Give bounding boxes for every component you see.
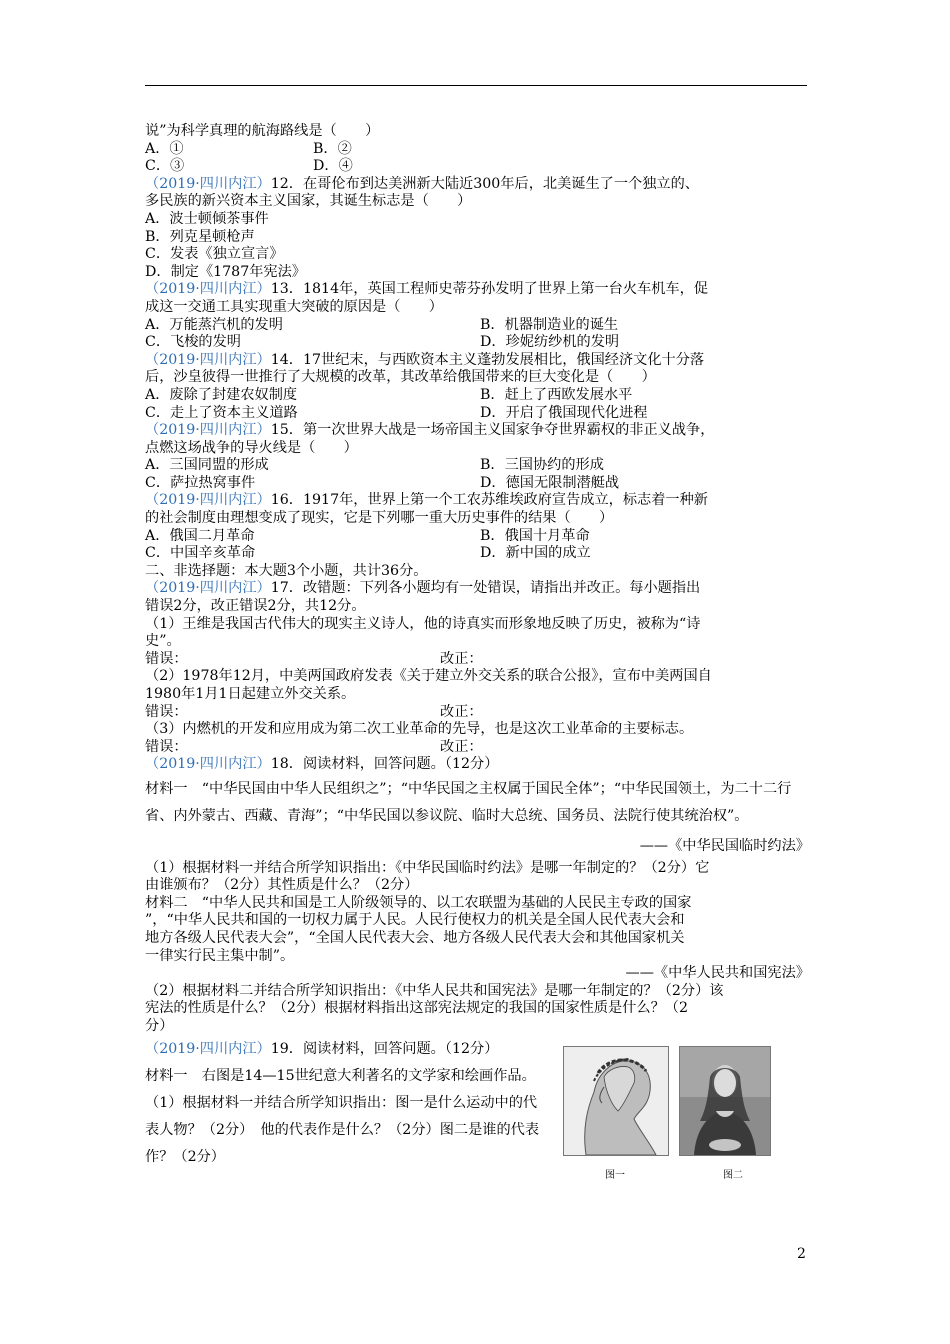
q16-stem-line2: 的社会制度由理想变成了现实，它是下列哪一重大历史事件的结果（ ）: [145, 510, 614, 527]
q17-stem-line2: 错误2分，改正错误2分，共12分。: [145, 598, 366, 615]
q17-source: （2019·四川内江）: [145, 580, 271, 597]
wrong-label: 错误：: [145, 703, 188, 720]
fix-label: 改正：: [440, 650, 483, 667]
q17-sub3-answer: [145, 739, 810, 757]
q18-material-2-line2: ”，“中华人民共和国的一切权力属于人民。人民行使权力的机关是全国人民代表大会和: [145, 912, 685, 929]
q12-option-d: D．制定《1787年宪法》: [145, 263, 306, 280]
q19-figures: [563, 1046, 769, 1186]
wrong-label: 错误：: [145, 650, 188, 667]
q13-source: （2019·四川内江）: [145, 281, 271, 298]
q16-options-row2: [145, 545, 810, 563]
q19-source: （2019·四川内江）: [145, 1040, 271, 1057]
q11-tail: 说”为科学真理的航海路线是（ ）: [145, 123, 380, 139]
q19-material-1: 材料一 右图是14—15世纪意大利著名的文学家和绘画作品。: [145, 1067, 536, 1084]
q13-option-c: C．飞梭的发明: [145, 334, 241, 351]
q19-question-1: （1）根据材料一并结合所学知识指出：图一是什么运动中的代表人物？（2分） 他的代表作是什么？（2分）图二是谁的代表作？（2分）: [145, 1094, 540, 1165]
q12-option-c: C．发表《独立宣言》: [145, 246, 284, 263]
q14-options-row2: [145, 405, 810, 423]
q18-source: （2019·四川内江）: [145, 756, 271, 773]
q15-options-row1: [145, 457, 810, 475]
q12-option-b: B．列克星顿枪声: [145, 228, 255, 245]
q11-option-b: B．②: [313, 140, 352, 157]
figure-2-mona-lisa: [679, 1046, 771, 1156]
q14-source: （2019·四川内江）: [145, 351, 271, 368]
q19-stem: （2019·四川内江）19．阅读材料，回答问题。（12分）: [145, 1040, 499, 1057]
q12-stem-line2: 多民族的新兴资本主义国家，其诞生标志是（ ）: [145, 193, 472, 210]
q13-options-row1: [145, 317, 810, 335]
q18-material-2-line3: 地方各级人民代表大会”，“全国人民代表大会、地方各级人民代表大会和其他国家机关: [145, 929, 685, 946]
wrong-label: 错误：: [145, 738, 188, 755]
q11-options-row1: [145, 141, 810, 159]
q12-option-a: A．波士顿倾茶事件: [145, 210, 269, 227]
page-number: 2: [797, 1246, 806, 1262]
section-2-heading: 二、非选择题：本大题3个小题，共计36分。: [145, 562, 428, 579]
dante-portrait-image: [564, 1047, 668, 1155]
q16-source: （2019·四川内江）: [145, 492, 271, 509]
q16-stem-line1: （2019·四川内江）16．1917年，世界上第一个工农苏维埃政府宣告成立，标志着一种新: [145, 492, 708, 509]
q18-question-2-line3: 分）: [145, 1017, 174, 1034]
q18-question-2-line2: 宪法的性质是什么？（2分）根据材料指出这部宪法规定的我国的国家性质是什么？（2: [145, 1000, 688, 1017]
q13-stem-line2: 成这一交通工具实现重大突破的原因是（ ）: [145, 298, 443, 315]
q18-material-2-line1: 材料二 “中华人民共和国是工人阶级领导的、以工农联盟为基础的人民民主专政的国家: [145, 894, 692, 911]
header-rule: [145, 85, 807, 86]
q14-options-row1: [145, 387, 810, 405]
q17-sub1-answer: [145, 651, 810, 669]
q13-stem-line1: （2019·四川内江）13．1814年，英国工程师史蒂芬孙发明了世界上第一台火车机车，促: [145, 281, 708, 298]
q16-option-d: D．新中国的成立: [480, 545, 591, 562]
q15-option-d: D．德国无限制潜艇战: [480, 474, 620, 491]
q13-options-row2: [145, 334, 810, 352]
q15-options-row2: [145, 475, 810, 493]
q17-sub2-line2: 1980年1月1日起建立外交关系。: [145, 686, 356, 702]
fix-label: 改正：: [440, 703, 483, 720]
q17-sub1-line1: （1）王维是我国古代伟大的现实主义诗人，他的诗真实而形象地反映了历史，被称为“诗: [145, 615, 701, 632]
q15-option-a: A．三国同盟的形成: [145, 457, 269, 474]
figure-1-caption: 图一: [605, 1170, 625, 1181]
q14-option-a: A．废除了封建农奴制度: [145, 386, 298, 403]
q12-stem-line1: （2019·四川内江）12．在哥伦布到达美洲新大陆近300年后，北美诞生了一个独立的、: [145, 175, 699, 192]
q18-material-2-line4: 一律实行民主集中制”。: [145, 947, 295, 964]
q15-source: （2019·四川内江）: [145, 422, 271, 439]
q18-question-1-line1: （1）根据材料一并结合所学知识指出：《中华民国临时约法》是哪一年制定的？（2分）它: [145, 859, 710, 876]
q13-option-b: B．机器制造业的诞生: [480, 316, 619, 333]
q15-option-b: B．三国协约的形成: [480, 457, 604, 474]
q17-stem-line1: （2019·四川内江）17．改错题：下列各小题均有一处错误，请指出并改正。每小题指出: [145, 580, 701, 597]
figure-1-dante-portrait: [563, 1046, 669, 1156]
q17-sub2-answer: [145, 704, 810, 722]
exam-content: [145, 123, 810, 1171]
q11-option-d: D．④: [313, 158, 353, 175]
q16-option-c: C．中国辛亥革命: [145, 545, 256, 562]
q17-sub3-line1: （3）内燃机的开发和应用成为第二次工业革命的先导，也是这次工业革命的主要标志。: [145, 721, 694, 738]
q18-material-2-citation: ——《中华人民共和国宪法》: [625, 965, 810, 982]
q17-sub1-line2: 史”。: [145, 633, 181, 650]
figure-2-caption: 图二: [723, 1170, 743, 1181]
q14-option-b: B．赶上了西欧发展水平: [480, 386, 633, 403]
q12-source: （2019·四川内江）: [145, 175, 271, 192]
q17-sub2-line1: （2）1978年12月，中美两国政府发表《关于建立外交关系的联合公报》，宣布中美两国自: [145, 668, 712, 685]
q16-option-b: B．俄国十月革命: [480, 527, 590, 544]
fix-label: 改正：: [440, 738, 483, 755]
q18-question-1-line2: 由谁颁布？（2分）其性质是什么？（2分）: [145, 877, 419, 894]
q11-option-c: C．③: [145, 158, 185, 175]
q15-stem-line2: 点燃这场战争的导火线是（ ）: [145, 439, 358, 456]
q18-material-1-citation: ——《中华民国临时约法》: [639, 837, 810, 854]
q13-option-a: A．万能蒸汽机的发明: [145, 316, 283, 333]
q16-options-row1: [145, 528, 810, 546]
q11-option-a: A．①: [145, 140, 184, 157]
q14-option-d: D．开启了俄国现代化进程: [480, 404, 648, 421]
q11-options-row2: [145, 158, 810, 176]
q15-stem-line1: （2019·四川内江）15．第一次世界大战是一场帝国主义国家争夺世界霸权的非正义战争，: [145, 422, 715, 439]
q14-stem-line1: （2019·四川内江）14．17世纪末，与西欧资本主义蓬勃发展相比，俄国经济文化十分落: [145, 351, 705, 368]
q14-stem-line2: 后，沙皇彼得一世推行了大规模的改革，其改革给俄国带来的巨大变化是（ ）: [145, 369, 656, 386]
q14-option-c: C．走上了资本主义道路: [145, 404, 298, 421]
q18-question-2-line1: （2）根据材料二并结合所学知识指出：《中华人民共和国宪法》是哪一年制定的？（2分）该: [145, 982, 724, 999]
q13-option-d: D．珍妮纺纱机的发明: [480, 334, 620, 351]
q15-option-c: C．萨拉热窝事件: [145, 474, 256, 491]
q18-material-1: 材料一 “中华民国由中华人民组织之”；“中华民国之主权属于国民全体”；“中华民国领土，为二十二行省、内外蒙古、西藏、青海”；“中华民国以参议院、临时大总统、国务员、法院行使其统治权”。: [145, 780, 792, 824]
mona-lisa-image: [680, 1047, 770, 1155]
q18-stem: （2019·四川内江）18．阅读材料，回答问题。（12分）: [145, 756, 499, 773]
q16-option-a: A．俄国二月革命: [145, 527, 255, 544]
